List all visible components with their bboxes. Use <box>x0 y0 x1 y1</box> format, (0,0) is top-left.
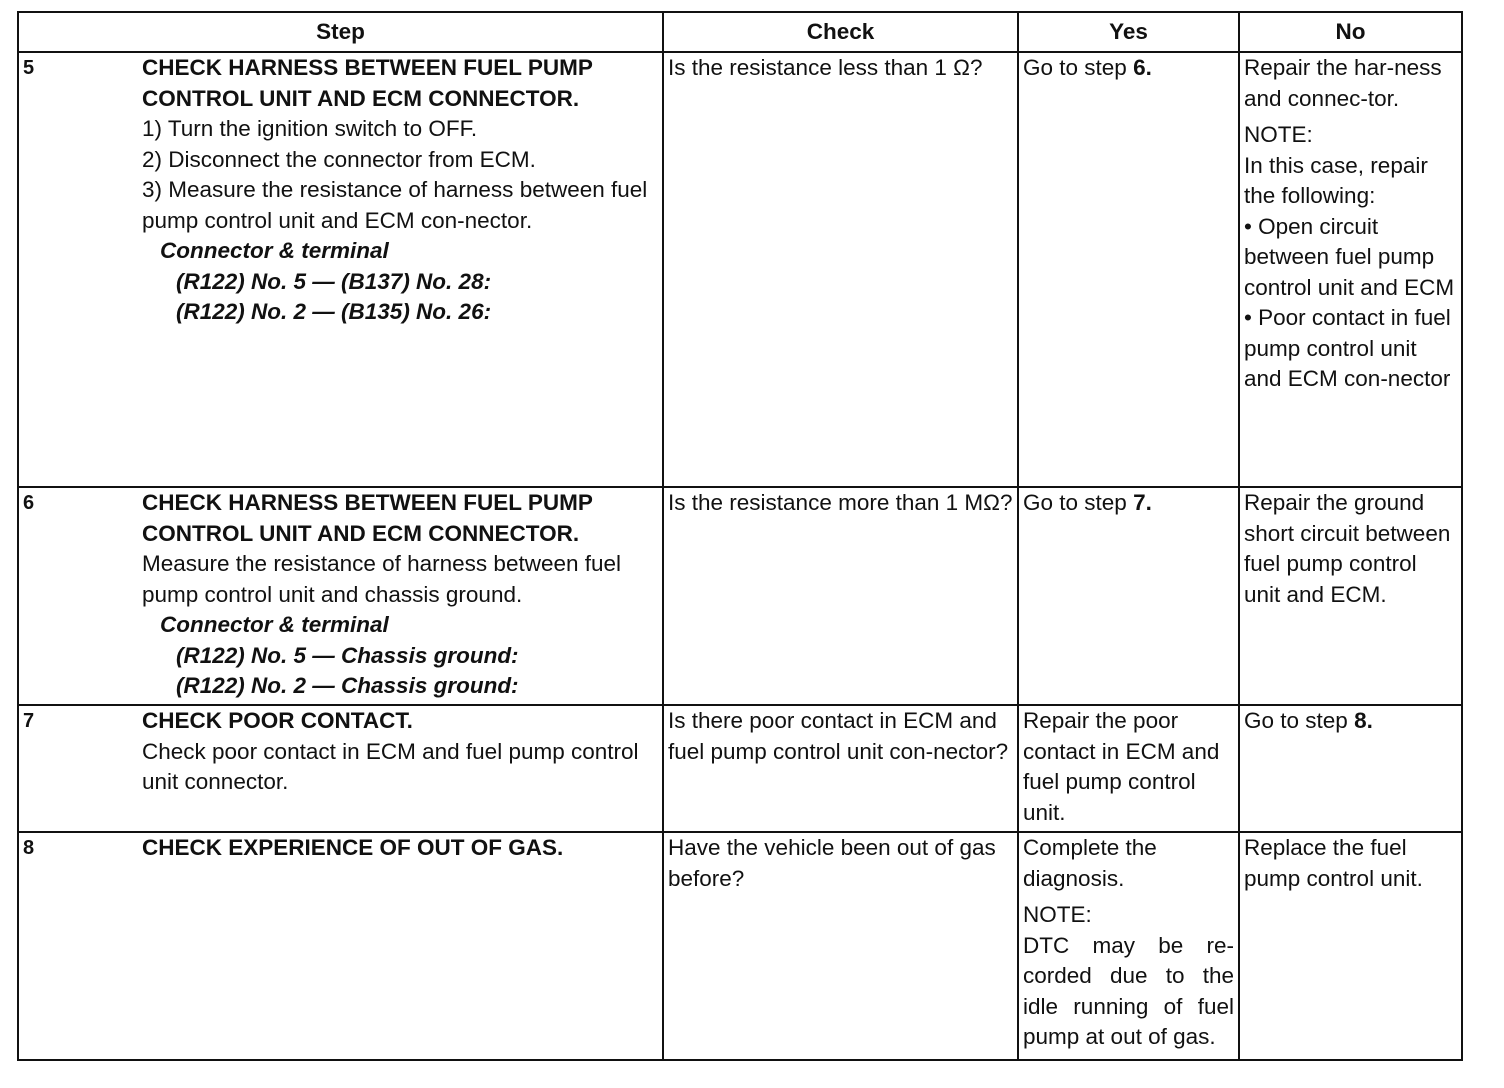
instruction: Measure the resistance of harness between fuel pump control unit and chassis ground. <box>142 551 622 607</box>
instruction: Check poor contact in ECM and fuel pump control unit connector. <box>142 738 639 794</box>
check-cell <box>663 52 1018 487</box>
connector-terminal: (R122) No. 5 — Chassis ground: <box>176 642 519 668</box>
yes-step-link[interactable]: 7. <box>1133 490 1152 515</box>
note-label: NOTE: <box>1023 902 1092 927</box>
header-check: Check <box>663 12 1018 52</box>
yes-action: Complete the diagnosis. <box>1023 835 1157 891</box>
instruction: 3) Measure the resistance of harness between fuel pump control unit and ECM con-nector. <box>142 177 648 233</box>
step-body <box>142 53 662 328</box>
connector-terminal: (R122) No. 2 — (B135) No. 26: <box>176 299 492 324</box>
table-row <box>18 705 1462 832</box>
table-row <box>18 832 1462 1060</box>
header-step: Step <box>18 12 663 52</box>
diagnostic-table <box>17 11 1463 1061</box>
connector-terminal: (R122) No. 5 — (B137) No. 28: <box>176 268 492 294</box>
no-action: Replace the fuel pump control unit. <box>1244 835 1423 891</box>
instruction: 1) Turn the ignition switch to OFF. <box>142 116 478 141</box>
instruction: 2) Disconnect the connector from ECM. <box>142 146 536 172</box>
step-title: CONTROL UNIT AND ECM CONNECTOR. <box>142 85 580 111</box>
note-label: NOTE: <box>1244 122 1313 147</box>
connector-terminal: (R122) No. 2 — Chassis ground: <box>176 673 519 698</box>
yes-cell <box>1018 487 1239 705</box>
check-question: Is there poor contact in ECM and fuel pump control unit con-nector? <box>668 708 1009 764</box>
table-row <box>18 487 1462 705</box>
check-cell <box>663 705 1018 832</box>
step-cell <box>18 52 663 487</box>
check-question: Have the vehicle been out of gas before? <box>668 835 996 891</box>
step-title: CHECK EXPERIENCE OF OUT OF GAS. <box>142 835 564 860</box>
header-yes: Yes <box>1018 12 1239 52</box>
yes-cell <box>1018 832 1239 1060</box>
connector-label: Connector & terminal <box>160 238 389 263</box>
check-question: Is the resistance more than 1 MΩ? <box>668 490 1013 515</box>
check-question: Is the resistance less than 1 Ω? <box>668 55 983 80</box>
no-cell <box>1239 832 1462 1060</box>
table-row <box>18 52 1462 487</box>
step-cell <box>18 487 663 705</box>
note-text: DTC may be re-corded due to the idle running of fuel pump at out of gas. <box>1023 932 1234 1049</box>
no-action: Repair the har-ness and connec-tor. <box>1244 55 1442 111</box>
note-text: In this case, repair the following: <box>1244 152 1428 208</box>
step-cell <box>18 705 663 832</box>
step-cell <box>18 832 663 1060</box>
no-prefix: Go to step <box>1244 708 1355 733</box>
step-body <box>142 833 662 864</box>
yes-step-link[interactable]: 6. <box>1133 55 1152 80</box>
yes-prefix: Go to step <box>1023 490 1134 515</box>
step-title: CHECK POOR CONTACT. <box>142 708 413 733</box>
step-number: 7 <box>23 710 35 732</box>
header-no: No <box>1239 12 1462 52</box>
step-number: 5 <box>23 57 35 79</box>
step-title: CONTROL UNIT AND ECM CONNECTOR. <box>142 520 580 546</box>
connector-label: Connector & terminal <box>160 612 389 637</box>
check-cell <box>663 832 1018 1060</box>
note-bullet: • Open circuit between fuel pump control unit and ECM <box>1244 213 1455 300</box>
header-row <box>18 12 1462 52</box>
note-bullet: • Poor contact in fuel pump control unit and ECM con-nector <box>1244 305 1451 391</box>
yes-cell <box>1018 705 1239 832</box>
no-cell <box>1239 487 1462 705</box>
step-number: 8 <box>23 837 35 859</box>
no-step-link[interactable]: 8. <box>1354 708 1373 733</box>
step-body <box>142 706 662 798</box>
step-body <box>142 488 662 702</box>
step-number: 6 <box>23 492 35 514</box>
no-action: Repair the ground short circuit between fuel pump control unit and ECM. <box>1244 490 1451 607</box>
step-title: CHECK HARNESS BETWEEN FUEL PUMP <box>142 490 593 515</box>
yes-action: Repair the poor contact in ECM and fuel pump control unit. <box>1023 708 1220 825</box>
yes-cell <box>1018 52 1239 487</box>
step-title: CHECK HARNESS BETWEEN FUEL PUMP <box>142 55 593 80</box>
yes-prefix: Go to step <box>1023 55 1134 80</box>
no-cell <box>1239 705 1462 832</box>
check-cell <box>663 487 1018 705</box>
no-cell <box>1239 52 1462 487</box>
